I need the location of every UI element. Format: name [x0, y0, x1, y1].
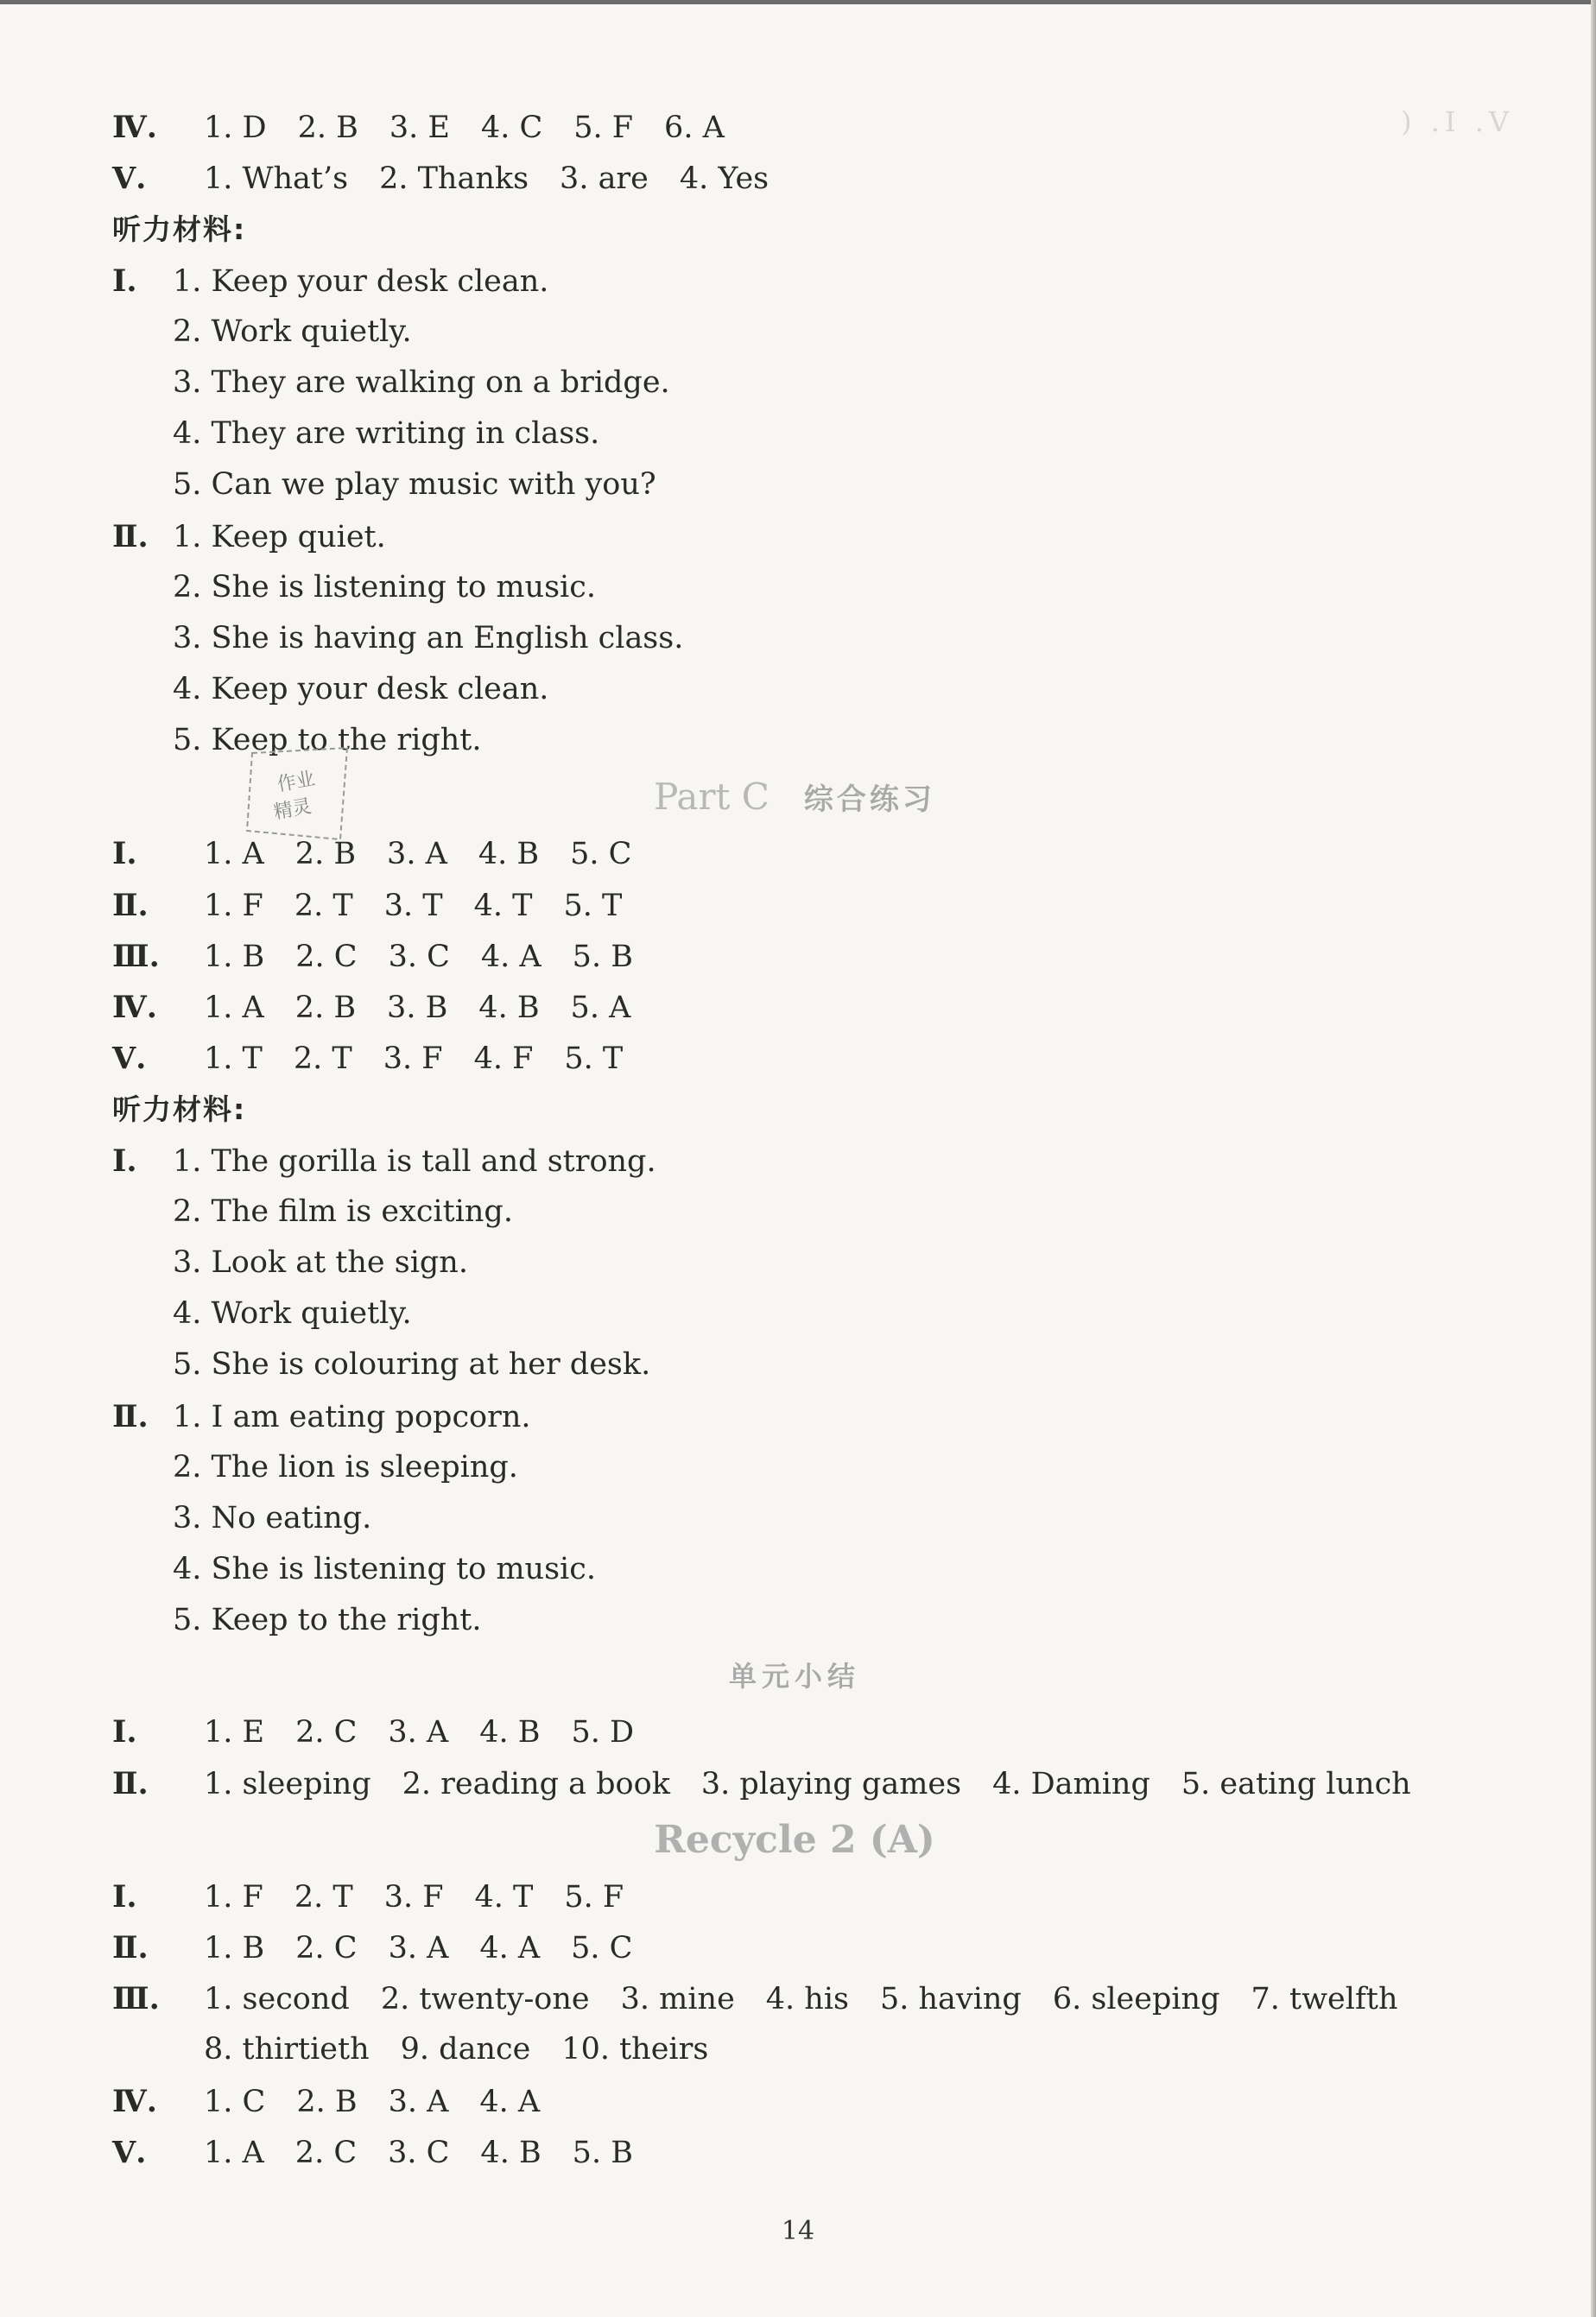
answer-text: 4. A [479, 1931, 541, 1966]
page-number: 14 [781, 2216, 815, 2246]
answer-text: 4. F [473, 1041, 534, 1077]
listening-row [112, 1339, 1477, 1390]
section1-answers [112, 102, 1477, 204]
answer-text: 1. sleeping [204, 1766, 371, 1801]
top-border [0, 0, 1596, 4]
listening-row [112, 256, 1477, 307]
svg-text:精灵: 精灵 [272, 795, 314, 824]
recycle-answers [112, 1871, 1477, 2178]
answer-row [112, 1033, 1477, 1084]
listening-row [112, 1442, 1477, 1493]
answer-text: 2. Work quietly. [173, 313, 412, 349]
answer-text: 4. A [479, 2084, 541, 2119]
answer-text: 2. The lion is sleeping. [173, 1449, 518, 1485]
answer-text: 2. reading a book [402, 1766, 670, 1801]
answer-row [112, 153, 1477, 204]
answer-text: 2. twenty-one [380, 1982, 590, 2017]
question-number: Ⅱ. [112, 887, 149, 923]
listening-row [112, 562, 1477, 613]
answer-text: 7. twelfth [1251, 1982, 1398, 2017]
answer-text: 1. What’s [204, 161, 349, 197]
answer-text: 1. D [204, 111, 267, 145]
listening-row [112, 1391, 1477, 1442]
listening-row [112, 1238, 1477, 1288]
answer-text: 1. C [204, 2084, 266, 2119]
answer-text: 5. D [571, 1715, 635, 1750]
question-number: Ⅴ. [112, 161, 147, 197]
question-number: Ⅳ. [112, 2083, 157, 2119]
listening-row [112, 1187, 1477, 1238]
answer-text: 4. T [473, 888, 533, 923]
answer-text: 3. A [388, 1715, 449, 1750]
answer-text: 3. F [383, 1041, 443, 1077]
answer-text: 2. T [294, 888, 353, 923]
answer-text: 2. B [297, 111, 358, 145]
answer-text: 1. A [204, 837, 264, 872]
answer-text: 3. A [388, 1931, 449, 1966]
question-number: Ⅰ. [112, 1878, 137, 1915]
answer-text: 1. second [204, 1982, 350, 2017]
answer-text: 1. A [204, 991, 264, 1025]
answer-text: 1. A [204, 2135, 264, 2170]
answer-text: 1. I am eating popcorn. [173, 1399, 531, 1434]
answer-text: 4. They are writing in class. [173, 416, 600, 452]
answer-text: 1. E [204, 1715, 265, 1750]
answer-text: 2. The film is exciting. [173, 1193, 513, 1229]
answer-text: 6. sleeping [1052, 1982, 1220, 2017]
answer-row [112, 1973, 1477, 2024]
answer-text: 2. C [295, 1931, 358, 1966]
page-edge-shadow [1591, 0, 1596, 2317]
answer-text: 5. C [570, 837, 632, 872]
question-number: Ⅴ. [112, 2134, 147, 2170]
answer-text: 3. are [560, 161, 649, 197]
listening-row [112, 1136, 1477, 1187]
answer-row [112, 102, 1477, 153]
svg-text:作业: 作业 [276, 768, 317, 796]
answer-text: 5. B [572, 939, 633, 974]
answer-text: 3. mine [620, 1982, 735, 2017]
answer-text: 5. B [572, 2135, 633, 2170]
answer-text: 4. B [480, 2135, 542, 2170]
answer-text: 4. T [474, 1879, 534, 1915]
answer-text: 4. B [478, 837, 540, 872]
answer-text: 3. They are walking on a bridge. [173, 364, 670, 400]
answer-text: 4. B [478, 991, 540, 1025]
answer-text: 6. A [664, 111, 725, 145]
answer-text: 5. A [570, 991, 631, 1025]
unit-summary-answers [112, 1706, 1477, 1808]
answer-text: 1. T [204, 1041, 263, 1077]
question-number: Ⅰ. [112, 263, 137, 299]
listening-row [112, 1288, 1477, 1339]
answer-row [112, 2024, 1477, 2075]
listening-row [112, 664, 1477, 715]
answer-text: 1. The gorilla is tall and strong. [173, 1143, 656, 1179]
listening-title: 听力材料: [112, 212, 247, 247]
answer-text: 4. A [480, 939, 542, 974]
question-number: Ⅲ. [112, 1981, 160, 2017]
listening-row [112, 408, 1477, 459]
answer-text: 2. C [294, 2135, 358, 2170]
question-number: Ⅰ. [112, 1143, 137, 1179]
answer-text: 5. eating lunch [1181, 1766, 1411, 1801]
answer-text: 1. Keep quiet. [173, 519, 386, 554]
answer-text: 5. Can we play music with you? [173, 467, 656, 503]
answer-text: 3. F [383, 1879, 444, 1915]
answer-text: 2. B [294, 991, 357, 1025]
answer-text: 1. B [204, 1931, 265, 1966]
listening-row [112, 459, 1477, 510]
question-number: Ⅴ. [112, 1041, 147, 1077]
answer-text: 4. his [765, 1982, 849, 2017]
answer-text: 3. No eating. [173, 1500, 372, 1535]
answer-text: 3. C [388, 2135, 450, 2170]
answer-text: 2. T [294, 1879, 353, 1915]
part-c-title: Part C [654, 775, 770, 819]
answer-text: 1. F [204, 888, 263, 923]
answer-text: 3. E [389, 111, 450, 145]
answer-text: 3. She is having an English class. [173, 620, 684, 655]
answer-text: 4. Daming [992, 1766, 1150, 1801]
answer-text: 5. F [573, 111, 634, 145]
answer-text: 1. F [204, 1879, 263, 1915]
answer-text: 4. Work quietly. [173, 1296, 412, 1332]
answer-row [112, 982, 1477, 1033]
answer-row [112, 1706, 1477, 1757]
question-number: Ⅱ. [112, 1930, 149, 1966]
answer-row [112, 931, 1477, 982]
answer-text: 4. B [479, 1715, 541, 1750]
answer-text: 4. C [480, 111, 543, 145]
question-number: Ⅳ. [112, 110, 157, 145]
question-number: Ⅰ. [112, 1714, 137, 1750]
answer-text: 3. A [388, 2084, 449, 2119]
answer-row [112, 1922, 1477, 1973]
answer-row [112, 2076, 1477, 2127]
answer-text: 3. playing games [700, 1766, 962, 1801]
answer-row [112, 1758, 1477, 1809]
question-number: Ⅲ. [112, 938, 160, 974]
listening-row [112, 1493, 1477, 1544]
answer-text: 5. T [564, 1041, 624, 1077]
question-number: Ⅳ. [112, 990, 157, 1025]
answer-text: 3. T [383, 888, 443, 923]
answer-text: 2. C [295, 1715, 358, 1750]
recycle-title: Recycle 2 (A) [654, 1817, 935, 1862]
answer-text: 2. C [295, 939, 358, 974]
listening-title: 听力材料: [112, 1092, 247, 1127]
part-c-answers [112, 828, 1477, 1084]
answer-text: 2. B [296, 2084, 358, 2119]
answer-text: 3. Look at the sign. [173, 1244, 468, 1280]
part-c-subtitle: 综合练习 [803, 782, 935, 818]
answer-text: 2. T [293, 1041, 352, 1077]
faint-bleed-text: ) .I .V [1401, 105, 1514, 138]
answer-text: 4. Yes [679, 161, 770, 197]
question-number: Ⅰ. [112, 836, 137, 872]
answer-text: 10. theirs [561, 2032, 709, 2067]
question-number: Ⅱ. [112, 1398, 149, 1434]
listening-row [112, 1595, 1477, 1646]
section1-listening [112, 256, 1477, 767]
answer-text: 3. A [387, 837, 447, 872]
watermark-stamp [244, 744, 356, 848]
answer-text: 5. F [564, 1879, 624, 1915]
unit-summary-title: 单元小结 [728, 1660, 860, 1693]
listening-row [112, 358, 1477, 408]
answer-text: 3. B [387, 991, 448, 1025]
question-number: Ⅱ. [112, 1765, 149, 1801]
answer-text: 2. Thanks [379, 161, 529, 197]
listening-row [112, 613, 1477, 664]
answer-text: 1. B [204, 939, 265, 974]
listening-row [112, 307, 1477, 358]
answer-text: 5. T [563, 888, 623, 923]
answer-text: 4. She is listening to music. [173, 1552, 596, 1587]
answer-text: 5. having [880, 1982, 1022, 2017]
answer-text: 9. dance [400, 2032, 531, 2067]
answer-text: 8. thirtieth [204, 2032, 370, 2067]
answer-page [112, 102, 1477, 2178]
answer-text: 5. C [571, 1931, 633, 1966]
answer-row [112, 2127, 1477, 2178]
listening-row [112, 1544, 1477, 1595]
answer-text: 1. Keep your desk clean. [173, 263, 549, 299]
question-number: Ⅱ. [112, 518, 149, 554]
answer-row [112, 880, 1477, 931]
answer-text: 2. She is listening to music. [173, 569, 596, 605]
answer-text: 5. Keep to the right. [173, 723, 482, 758]
answer-text: 4. Keep your desk clean. [173, 672, 549, 707]
part-c-listening [112, 1136, 1477, 1647]
answer-text: 3. C [388, 939, 450, 974]
answer-text: 5. She is colouring at her desk. [173, 1347, 651, 1383]
answer-row [112, 1871, 1477, 1922]
listening-row [112, 511, 1477, 562]
answer-text: 2. B [294, 837, 357, 872]
answer-text: 5. Keep to the right. [173, 1603, 482, 1638]
